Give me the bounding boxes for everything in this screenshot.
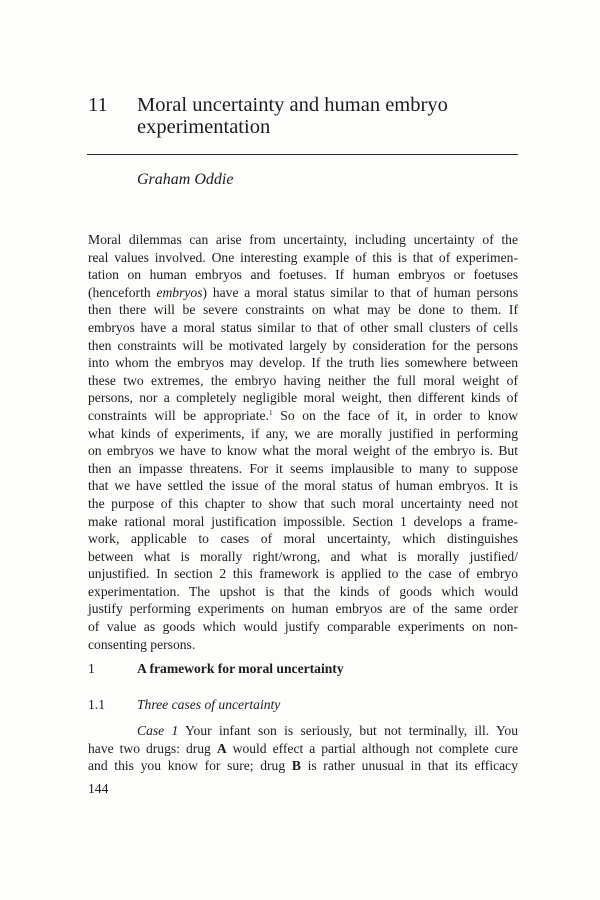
chapter-number: 11 xyxy=(88,94,108,116)
chapter-title xyxy=(137,94,517,138)
emphasis-embryos: embryos xyxy=(156,284,203,300)
text-fragment: (henceforth xyxy=(88,284,157,300)
text-line: make rational moral justification impossible. Section 1 develops a frame- xyxy=(88,513,518,529)
text-line: justify performing experiments on human embryos are of the same order xyxy=(88,601,518,617)
text-fragment: Your infant son is seriously, but not terminally, ill. You xyxy=(178,723,519,738)
title-rule xyxy=(87,154,518,155)
case-1-paragraph xyxy=(88,722,518,775)
text-line: real values involved. One interesting example of this is that of experimen- xyxy=(88,249,518,265)
text-fragment: have two drugs: drug xyxy=(88,740,217,756)
drug-a-label: A xyxy=(216,740,227,756)
section-title: A framework for moral uncertainty xyxy=(137,661,344,676)
subsection-number: 1.1 xyxy=(88,697,105,712)
text-line: work, applicable to cases of moral uncertainty, which distinguishes xyxy=(88,531,518,547)
text-line xyxy=(88,722,518,740)
intro-paragraph xyxy=(88,231,518,653)
text-line: unjustified. In section 2 this framework is applied to the case of embryo xyxy=(88,566,518,582)
text-line xyxy=(88,284,518,302)
text-line: the purpose of this chapter to show that such moral uncertainty need not xyxy=(88,495,518,511)
text-line xyxy=(88,407,518,425)
footnote-marker[interactable]: 1 xyxy=(268,407,273,417)
text-line: what kinds of experiments, if any, we are morally justified in performing xyxy=(88,425,518,441)
drug-b-label: B xyxy=(291,758,301,774)
text-fragment: would effect a partial although not complete cure xyxy=(226,740,518,756)
text-line: these two extremes, the embryo having neither the full moral weight of xyxy=(88,372,518,388)
text-line: consenting persons. xyxy=(88,636,196,652)
text-fragment: constraints will be appropriate. xyxy=(88,407,269,423)
text-line: embryos have a moral status similar to that of other small clusters of cells xyxy=(88,319,518,335)
text-fragment: is rather unusual in that its efficacy xyxy=(300,758,518,774)
text-fragment: and this you know for sure; drug xyxy=(88,758,292,774)
text-fragment: So on the face of it, in order to know xyxy=(272,407,518,423)
subsection-title: Three cases of uncertainty xyxy=(137,697,281,712)
page-number: 144 xyxy=(88,781,109,796)
text-line: that we have settled the issue of the moral status of human embryos. It is xyxy=(88,478,518,494)
text-line: then there will be severe constraints on what may be done to them. If xyxy=(88,302,518,318)
text-line: experimentation. The upshot is that the kinds of goods which would xyxy=(88,583,518,599)
text-line: Moral dilemmas can arise from uncertainty, including uncertainty of the xyxy=(88,232,518,247)
case-label: Case 1 xyxy=(137,723,179,738)
section-number: 1 xyxy=(88,661,95,676)
text-line: into whom the embryos may develop. If the truth lies somewhere between xyxy=(88,355,518,371)
text-line xyxy=(88,757,518,775)
chapter-title-line-1: Moral uncertainty and human embryo xyxy=(137,94,448,116)
text-line: then constraints will be motivated largely by consideration for the persons xyxy=(88,337,518,353)
text-line xyxy=(88,740,518,758)
text-line: between what is morally right/wrong, and what is morally justified/ xyxy=(88,548,518,564)
text-line: then an impasse threatens. For it seems implausible to many to suppose xyxy=(88,460,518,476)
text-line: tation on human embryos and foetuses. If human embryos or foetuses xyxy=(88,267,518,283)
text-line: persons, nor a completely negligible moral weight, then different kinds of xyxy=(88,390,518,406)
author-name: Graham Oddie xyxy=(137,171,234,188)
text-fragment: ) have a moral status similar to that of human persons xyxy=(202,284,518,300)
text-line: of value as goods which would justify comparable experiments on non- xyxy=(88,619,518,635)
chapter-title-line-2: experimentation xyxy=(137,116,271,138)
text-line: on embryos we have to know what the moral weight of the embryo is. But xyxy=(88,443,518,459)
